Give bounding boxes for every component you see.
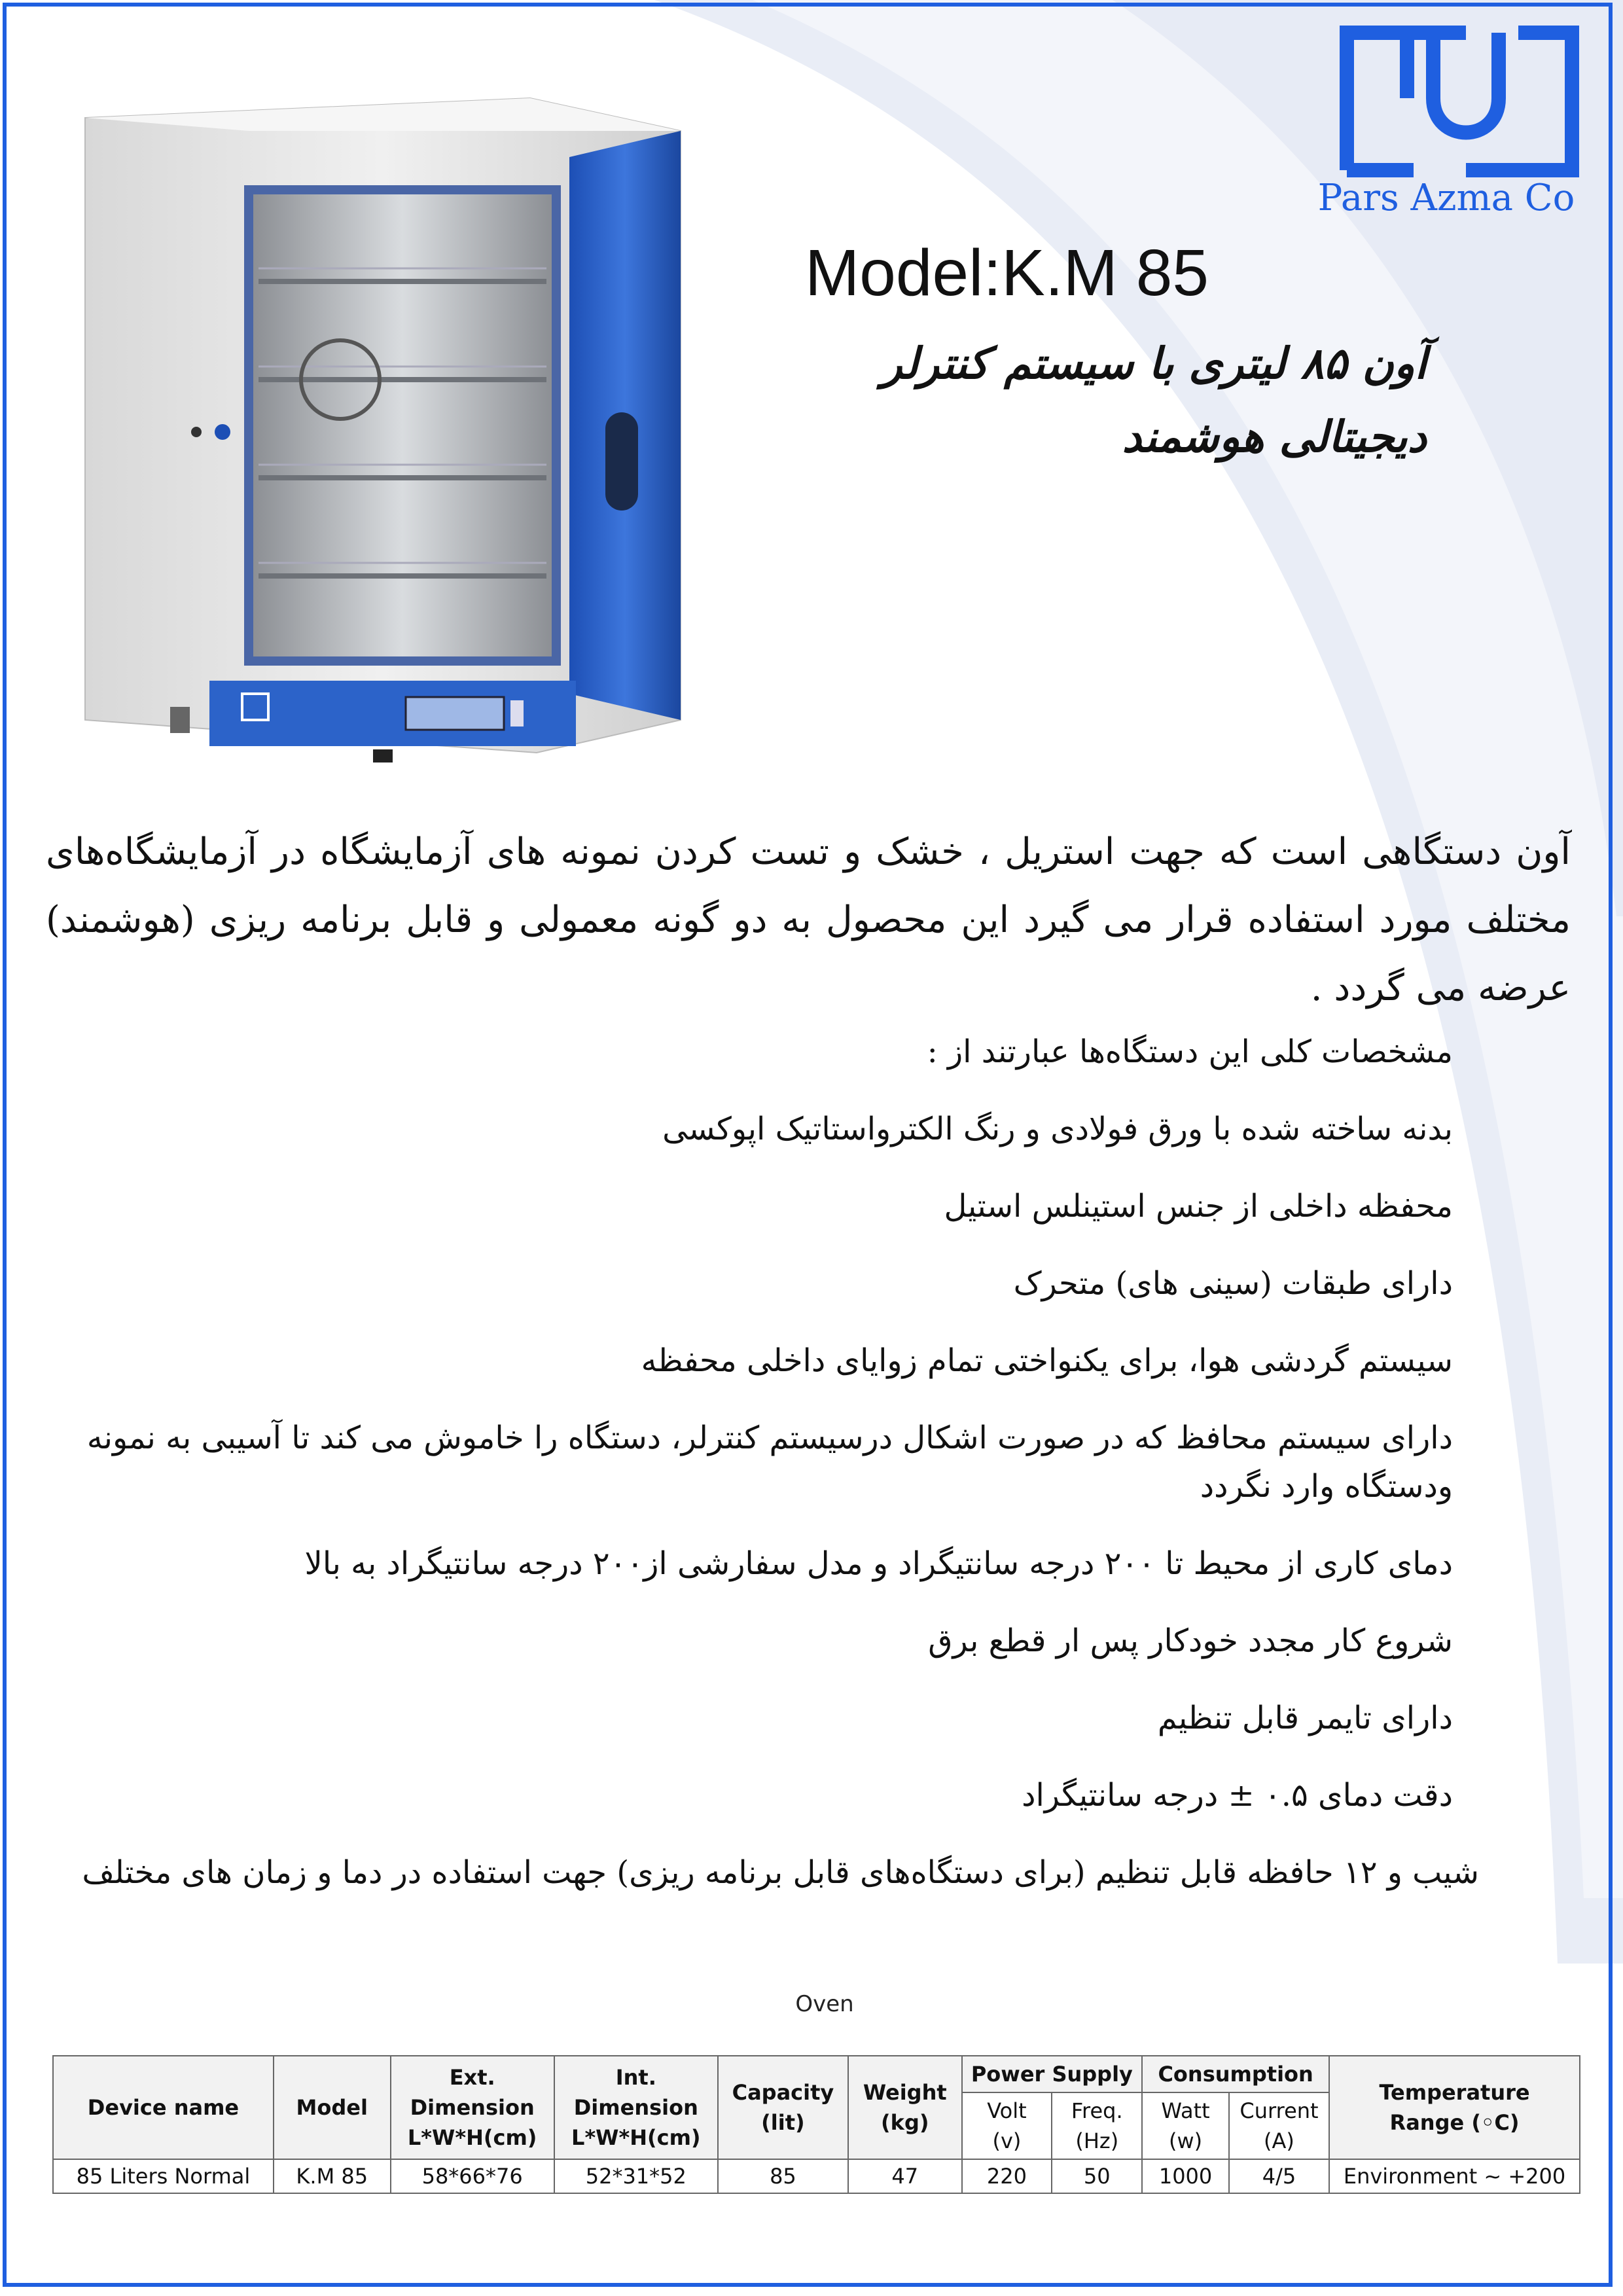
cell-capacity: 85 xyxy=(718,2159,848,2193)
header-model: Model xyxy=(274,2056,391,2159)
cell-current: 4/5 xyxy=(1229,2159,1329,2193)
feature-item: سیستم گردشی هوا، برای یکنواختی تمام زوایای داخلی محفظه xyxy=(641,1342,1453,1379)
features-heading: مشخصات کلی این دستگاه‌ها عبارتند از : xyxy=(927,1033,1453,1070)
feature-item: دارای طبقات (سینی های) متحرک xyxy=(1013,1265,1453,1302)
header-watt: Watt (w) xyxy=(1142,2092,1229,2159)
header-temperature-range: Temperature Range (◦C) xyxy=(1329,2056,1580,2159)
cell-temperature-range: Environment ~ +200 xyxy=(1329,2159,1580,2193)
intro-paragraph: آون دستگاهی است که جهت استریل ، خشک و تست کردن نمونه های آزمایشگاه در آزمایشگاه‌های مختلف مورد استفاده قرار می گیرد این محصول به دو گونه معمولی و قابل برنامه ریزی (هوشمند) عرضه می گردد . xyxy=(46,831,1571,1009)
cell-device-name: 85 Liters Normal xyxy=(53,2159,274,2193)
feature-item: شیب و ۱۲ حافظه قابل تنظیم (برای دستگاه‌های قابل برنامه ریزی) جهت استفاده در دما و زمان های مختلف xyxy=(82,1854,1479,1891)
feature-item: محفظه داخلی از جنس استینلس استیل xyxy=(944,1188,1453,1225)
header-device-name: Device name xyxy=(53,2056,274,2159)
cell-volt: 220 xyxy=(962,2159,1052,2193)
product-title-line-2: دیجیتالی هوشمند xyxy=(1122,412,1427,462)
header-weight: Weight (kg) xyxy=(848,2056,962,2159)
cell-int-dimension: 52*31*52 xyxy=(554,2159,718,2193)
feature-item: دارای سیستم محافظ که در صورت اشکال درسیستم کنترلر، دستگاه را خاموش می کند تا آسیبی به نمونه ودستگاه وارد نگردد xyxy=(86,1420,1453,1505)
header-power-supply: Power Supply xyxy=(962,2056,1143,2092)
header-int-dimension: Int. Dimension L*W*H(cm) xyxy=(554,2056,718,2159)
cell-weight: 47 xyxy=(848,2159,962,2193)
header-capacity: Capacity (lit) xyxy=(718,2056,848,2159)
header-freq: Freq. (Hz) xyxy=(1052,2092,1142,2159)
feature-item: دارای تایمر قابل تنظیم xyxy=(1157,1700,1453,1736)
header-volt: Volt (v) xyxy=(962,2092,1052,2159)
product-title xyxy=(576,327,1427,474)
company-name: Pars Azma Co xyxy=(1317,177,1575,219)
product-title-line-1: آون ۸۵ لیتری با سیستم کنترلر xyxy=(881,338,1427,389)
cell-ext-dimension: 58*66*76 xyxy=(391,2159,554,2193)
specs-table xyxy=(52,2055,1580,2194)
cell-model: K.M 85 xyxy=(274,2159,391,2193)
model-title: Model:K.M 85 xyxy=(805,236,1209,310)
feature-item: دمای کاری از محیط تا ۲۰۰ درجه سانتیگراد و مدل سفارشی از۲۰۰ درجه سانتیگراد به بالا xyxy=(304,1545,1453,1582)
feature-item: دقت دمای ۰.۵ ± درجه سانتیگراد xyxy=(1022,1777,1453,1814)
table-caption: Oven xyxy=(795,1991,854,2017)
header-ext-dimension: Ext. Dimension L*W*H(cm) xyxy=(391,2056,554,2159)
cell-watt: 1000 xyxy=(1142,2159,1229,2193)
cell-freq: 50 xyxy=(1052,2159,1142,2193)
header-consumption: Consumption xyxy=(1142,2056,1329,2092)
header-current: Current (A) xyxy=(1229,2092,1329,2159)
feature-item: بدنه ساخته شده با ورق فولادی و رنگ الکترواستاتیک اپوکسی xyxy=(662,1111,1453,1147)
table-row xyxy=(53,2159,1580,2193)
feature-item: شروع کار مجدد خودکار پس ار قطع برق xyxy=(928,1623,1453,1659)
features-list xyxy=(26,1028,1479,1926)
